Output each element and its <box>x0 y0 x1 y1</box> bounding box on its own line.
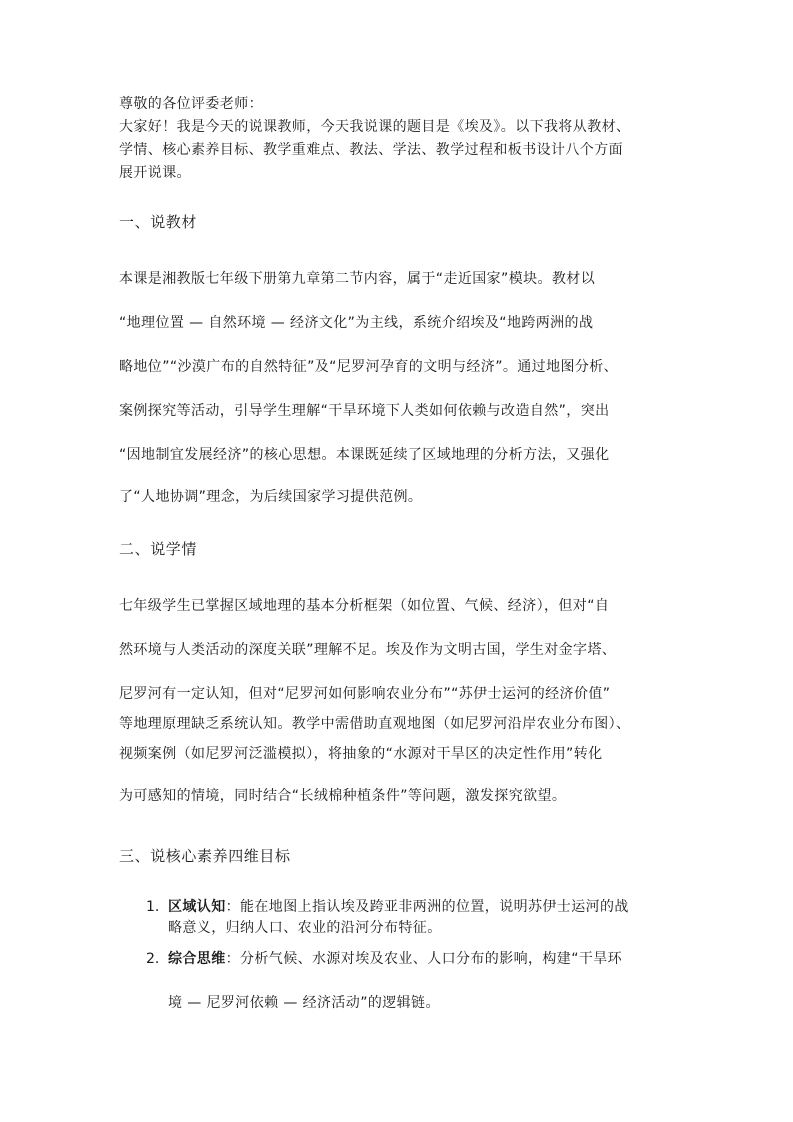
section-heading-textbook: 一、说教材 <box>119 213 198 231</box>
section-heading-goals: 三、说核心素养四维目标 <box>119 847 291 865</box>
goal-item-2-line-2: 境 — 尼罗河依赖 — 经济活动”的逻辑链。 <box>168 995 440 1011</box>
textbook-line-1: 本课是湘教版七年级下册第九章第二节内容，属于“走近国家”模块。教材以 <box>119 271 596 287</box>
goal-item-1-line-1 <box>168 897 629 917</box>
goal-item-2-text: ：分析气候、水源对埃及农业、人口分布的影响，构建“干旱环 <box>225 951 623 967</box>
goal-item-1-label: 区域认知 <box>168 899 226 915</box>
goal-item-2-label: 综合思维 <box>168 951 226 967</box>
intro-line-2: 学情、核心素养目标、教学重难点、教法、学法、教学过程和板书设计八个方面 <box>119 142 623 158</box>
textbook-line-6: 了“人地协调”理念，为后续国家学习提供范例。 <box>119 489 423 505</box>
intro-line-3: 展开说课。 <box>119 165 191 181</box>
goal-item-2-number: 2. <box>146 951 160 967</box>
textbook-line-4: 案例探究等活动，引导学生理解“干旱环境下人类如何依赖与改造自然”，突出 <box>119 403 610 419</box>
goal-item-1-number: 1. <box>146 899 160 915</box>
students-line-4: 等地理原理缺乏系统认知。教学中需借助直观地图（如尼罗河沿岸农业分布图）、 <box>119 716 631 732</box>
textbook-line-5: “因地制宜发展经济”的核心思想。本课既延续了区域地理的分析方法，又强化 <box>119 447 610 463</box>
greeting-line: 尊敬的各位评委老师： <box>119 96 263 112</box>
students-line-1: 七年级学生已掌握区域地理的基本分析框架（如位置、气候、经济），但对“自 <box>119 598 610 614</box>
intro-line-1: 大家好！我是今天的说课教师，今天我说课的题目是《埃及》。以下我将从教材、 <box>119 119 631 135</box>
section-heading-students: 二、说学情 <box>119 540 198 558</box>
textbook-line-2: “地理位置 — 自然环境 — 经济文化”为主线，系统介绍埃及“地跨两洲的战 <box>119 315 594 331</box>
goal-item-2-line-1 <box>168 949 622 969</box>
students-line-5: 视频案例（如尼罗河泛滥模拟），将抽象的“水源对干旱区的决定性作用”转化 <box>119 746 603 762</box>
goal-item-1-text: ：能在地图上指认埃及跨亚非两洲的位置，说明苏伊士运河的战 <box>225 899 629 915</box>
students-line-3: 尼罗河有一定认知，但对“尼罗河如何影响农业分布”“苏伊士运河的经济价值” <box>119 686 611 702</box>
students-line-2: 然环境与人类活动的深度关联”理解不足。埃及作为文明古国，学生对金字塔、 <box>119 642 617 658</box>
students-line-6: 为可感知的情境，同时结合“长绒棉种植条件”等问题，激发探究欲望。 <box>119 788 567 804</box>
textbook-line-3: 略地位”“沙漠广布的自然特征”及“尼罗河孕育的文明与经济”。通过地图分析、 <box>119 359 619 375</box>
goal-item-1-line-2: 略意义，归纳人口、农业的沿河分布特征。 <box>168 920 442 936</box>
